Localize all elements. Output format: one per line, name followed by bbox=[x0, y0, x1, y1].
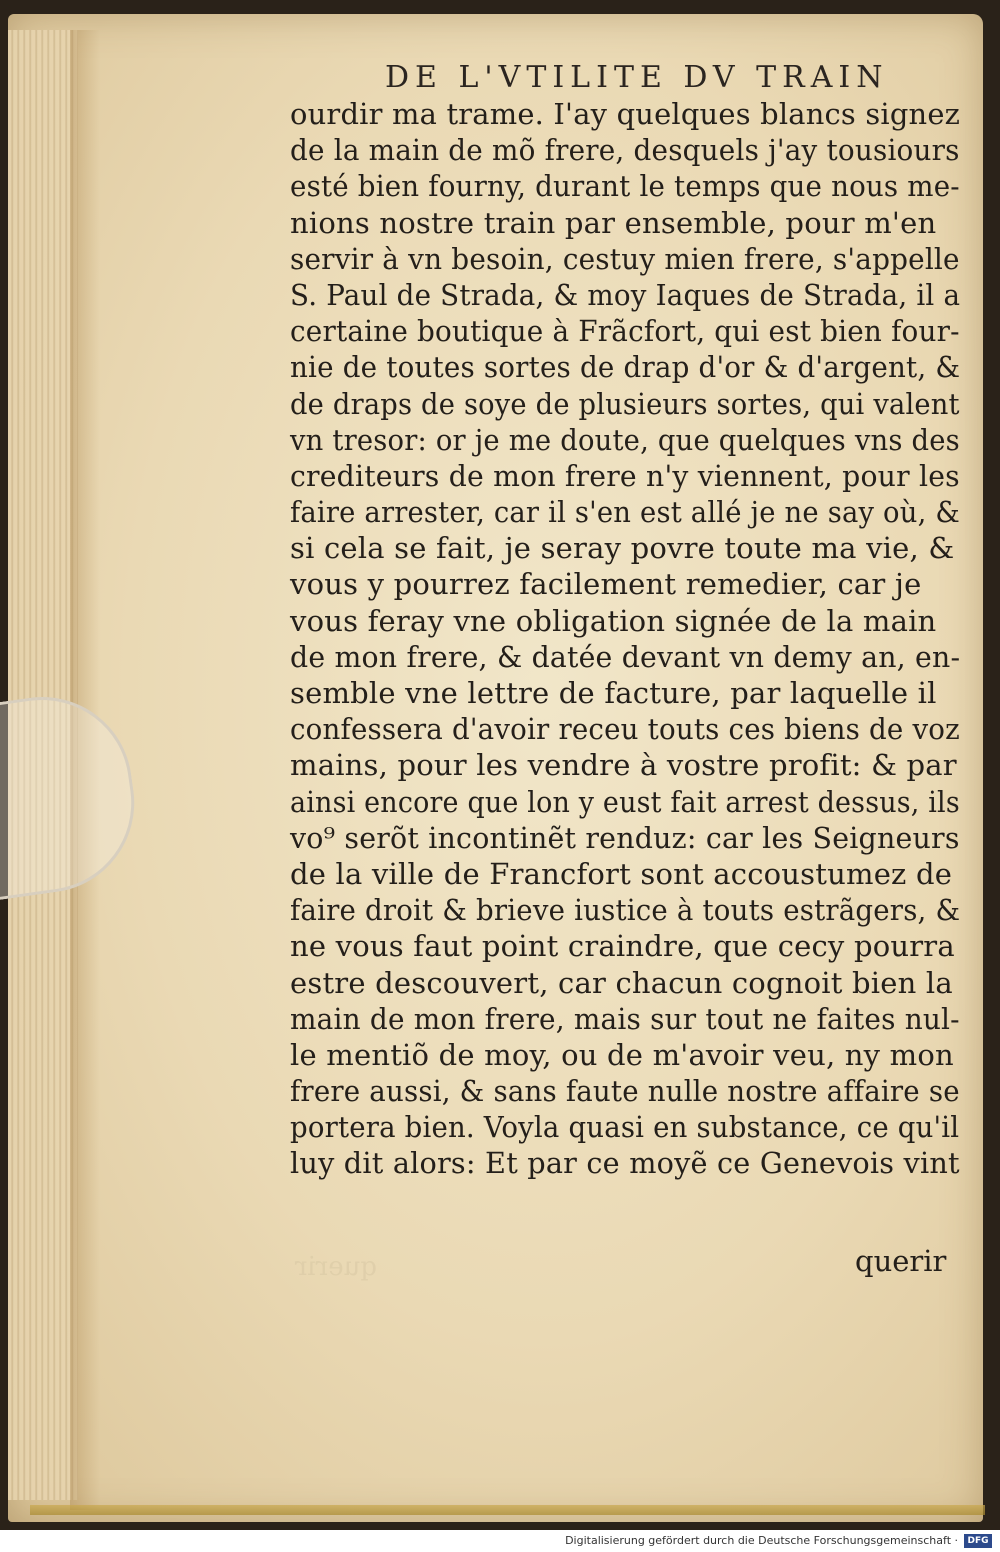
text-line: esté bien fourny, durant le temps que nous me- bbox=[290, 169, 960, 204]
text-line: mains, pour les vendre à vostre profit: & par bbox=[290, 748, 957, 783]
text-line: ne vous faut point craindre, que cecy pourra bbox=[290, 929, 955, 964]
text-line: S. Paul de Strada, & moy Iaques de Strada, il a bbox=[290, 277, 961, 312]
text-line: si cela se fait, je seray povre toute ma vie, & bbox=[290, 531, 955, 566]
text-line: main de mon frere, mais sur tout ne faites nul- bbox=[290, 1001, 960, 1036]
footer-credit: Digitalisierung gefördert durch die Deutsche Forschungsgemeinschaft · bbox=[565, 1534, 958, 1547]
text-line: servir à vn besoin, cestuy mien frere, s'appelle bbox=[290, 241, 960, 276]
text-line: estre descouvert, car chacun cognoit bien la bbox=[290, 965, 953, 1000]
text-line: de la main de mõ frere, desquels j'ay tousiours bbox=[290, 133, 960, 168]
text-line: faire arrester, car il s'en est allé je ne say où, & bbox=[290, 495, 960, 530]
text-line: confessera d'avoir receu touts ces biens de voz bbox=[290, 712, 960, 747]
text-line: luy dit alors: Et par ce moyẽ ce Genevois vint bbox=[290, 1146, 960, 1181]
text-line: ourdir ma trame. I'ay quelques blancs signez bbox=[290, 97, 961, 131]
text-line: vous y pourrez facilement remedier, car je bbox=[290, 567, 922, 602]
text-line: de draps de soye de plusieurs sortes, qui valent bbox=[290, 386, 960, 421]
text-line: certaine boutique à Frãcfort, qui est bien four- bbox=[290, 314, 960, 349]
text-line: portera bien. Voyla quasi en substance, ce qu'il bbox=[290, 1110, 960, 1145]
dfg-logo: DFG bbox=[964, 1534, 992, 1548]
text-line: crediteurs de mon frere n'y viennent, pour les bbox=[290, 458, 960, 493]
catchword: querir bbox=[855, 1244, 947, 1278]
text-line: de la ville de Francfort sont accoustumez de bbox=[290, 856, 953, 891]
text-line: le mentiõ de moy, ou de m'avoir veu, ny mon bbox=[290, 1037, 954, 1072]
text-line: semble vne lettre de facture, par laquelle il bbox=[290, 676, 937, 710]
text-block bbox=[290, 96, 960, 1182]
text-line: vous feray vne obligation signée de la main bbox=[290, 603, 937, 638]
text-line: de mon frere, & datée devant vn demy an, en- bbox=[290, 639, 961, 674]
text-line: vn tresor: or je me doute, que quelques vns des bbox=[290, 422, 960, 457]
text-line: frere aussi, & sans faute nulle nostre affaire se bbox=[290, 1074, 960, 1109]
footer-bar bbox=[0, 1530, 1000, 1552]
text-line: vo⁹ serõt incontinẽt renduz: car les Seigneurs bbox=[290, 820, 960, 855]
text-line: nie de toutes sortes de drap d'or & d'argent, & bbox=[290, 350, 961, 385]
running-head: DE L'VTILITE DV TRAIN bbox=[385, 60, 889, 95]
text-line: nions nostre train par ensemble, pour m'en bbox=[290, 205, 937, 240]
text-line: faire droit & brieve iustice à touts estrãgers, & bbox=[290, 893, 961, 928]
show-through-text: querir bbox=[295, 1252, 377, 1282]
text-line: ainsi encore que lon y eust fait arrest dessus, ils bbox=[290, 784, 960, 819]
gilt-bottom-edge bbox=[30, 1505, 985, 1515]
